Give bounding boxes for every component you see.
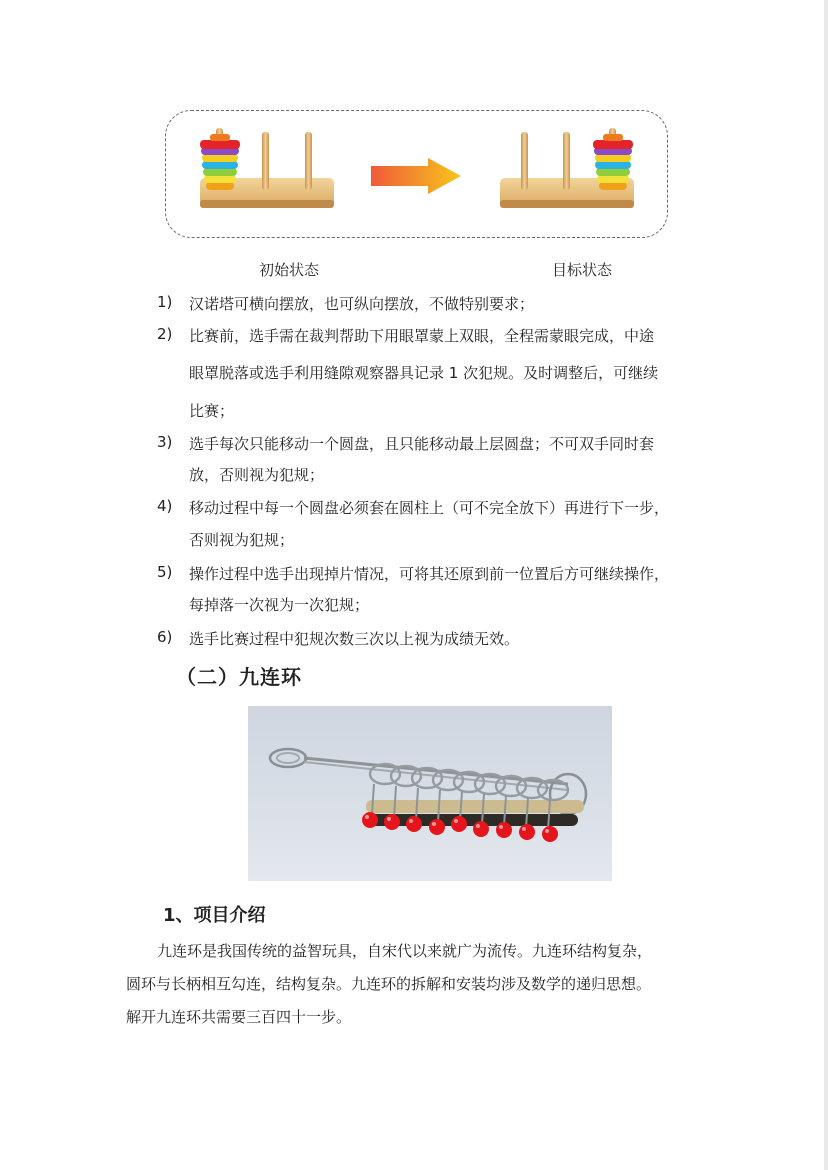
rule-number: 5) [157,563,173,581]
hanoi-peg [521,132,528,190]
subsection-heading: 1、项目介绍 [163,905,266,926]
arrow-right-icon [371,158,461,194]
hanoi-peg [563,132,570,190]
rule-text: 操作过程中选手出现掉片情况，可将其还原到前一位置后方可继续操作， [189,565,670,583]
rule-text: 否则视为犯规； [189,531,295,549]
hanoi-goal-state [500,128,634,208]
rule-text: 移动过程中每一个圆盘必须套在圆柱上（可不完全放下）再进行下一步， [189,499,670,517]
nine-rings-photo [248,706,612,881]
caption-goal-state: 目标状态 [552,261,613,279]
rule-text: 放，否则视为犯规； [189,466,325,484]
paragraph-line: 解开九连环共需要三百四十一步。 [126,1008,352,1026]
rule-number: 6) [157,628,173,646]
section-heading: （二）九连环 [176,665,302,689]
rule-number: 4) [157,497,173,515]
rule-text: 比赛前，选手需在裁判帮助下用眼罩蒙上双眼，全程需蒙眼完成，中途 [189,327,655,345]
caption-initial-state: 初始状态 [259,261,320,279]
paragraph-line: 圆环与长柄相互勾连，结构复杂。九连环的拆解和安装均涉及数学的递归思想。 [126,975,652,993]
hanoi-peg [305,132,312,190]
paragraph-line: 九连环是我国传统的益智玩具，自宋代以来就广为流传。九连环结构复杂， [157,942,653,960]
rule-number: 2) [157,325,173,343]
hanoi-initial-state [200,128,334,208]
hanoi-disk-stack [200,134,240,190]
rule-text: 选手比赛过程中犯规次数三次以上视为成绩无效。 [189,630,520,648]
rule-text: 汉诺塔可横向摆放，也可纵向摆放，不做特别要求； [189,295,535,313]
rule-number: 3) [157,433,173,451]
rule-text: 眼罩脱落或选手利用缝隙观察器具记录 1 次犯规。及时调整后，可继续 [189,364,659,382]
rule-text: 选手每次只能移动一个圆盘，且只能移动最上层圆盘；不可双手同时套 [189,435,655,453]
rule-text: 每掉落一次视为一次犯规； [189,596,370,614]
rule-number: 1) [157,293,173,311]
nine-rings-illustration [248,706,612,881]
hanoi-figure [0,0,828,250]
hanoi-peg [262,132,269,190]
hanoi-disk-stack [593,134,633,190]
rule-text: 比赛； [189,402,235,420]
